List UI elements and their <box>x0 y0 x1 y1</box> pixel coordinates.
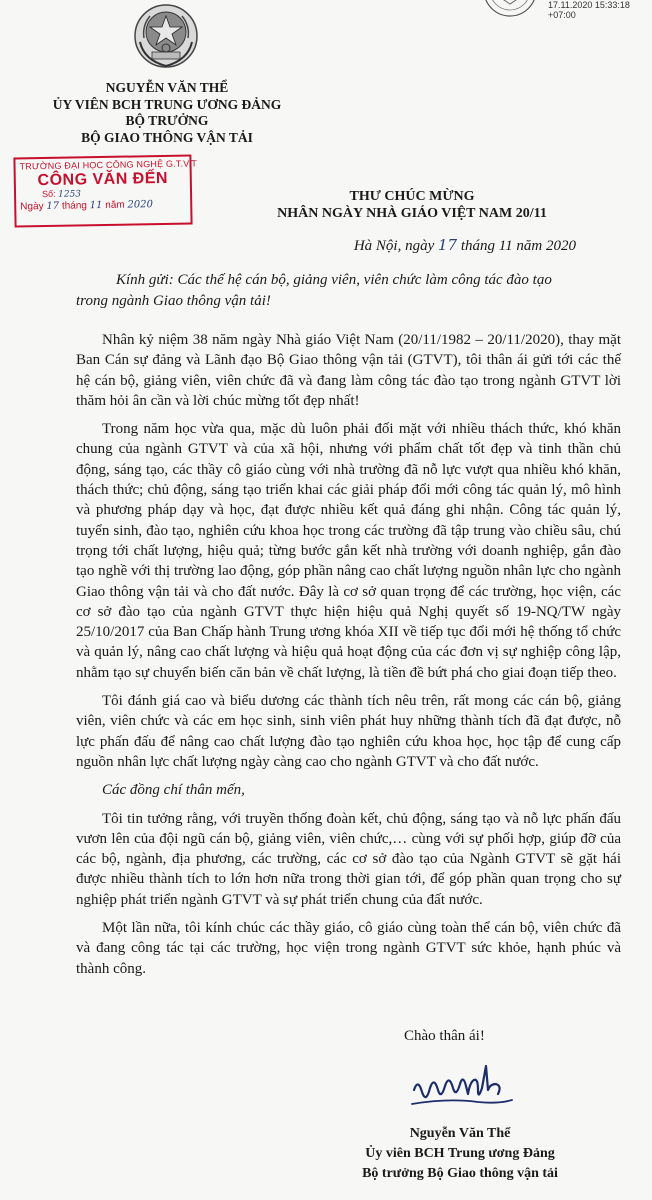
digital-signature-meta <box>548 0 630 20</box>
issuer-line-3: BỘ GIAO THÔNG VẬN TẢI <box>81 129 253 145</box>
paragraph-2: Trong năm học vừa qua, mặc dù luôn phải đối mặt với nhiều thách thức, khó khăn chung của ngành GTVT và của xã hội, nhưng với phẩm chất tốt đẹp và tinh thần chủ động, sáng tạo, các thầy cô giáo cùng với nhà trường đã nỗ lực vượt qua nhiều khó khăn, thách thức; chủ động, sáng tạo triển khai các giải pháp đổi mới công tác quản lý, mô hình và phương pháp dạy và học, đạt được nhiều kết quả đáng ghi nhận. Công tác quản lý, tuyển sinh, đào tạo, nghiên cứu khoa học trong các trường đã tập trung vào chiều sâu, chú trọng tới chất lượng, hiệu quả; từng bước gắn kết nhà trường với doanh nghiệp, gắn đào tạo nghề với thị trường lao động, góp phần nâng cao chất lượng nguồn nhân lực cho ngành Giao thông vận tải và cho đất nước. Đây là cơ sở quan trọng để các trường, học viện, các cơ sở đào tạo của ngành GTVT thực hiện hiệu quả Nghị quyết số 19-NQ/TW ngày 25/10/2017 của Ban Chấp hành Trung ương khóa XII về tiếp tục đổi mới hệ thống tổ chức và quản lý, nâng cao chất lượng và hiệu quả hoạt động của các đơn vị sự nghiệp công lập, nhằm tạo sự chuyển biến căn bản về chất lượng, là tiền đề bứt phá cho giai đoạn tiếp theo. <box>76 421 621 681</box>
digital-signature-seal-icon <box>480 0 540 22</box>
place-date-suffix: tháng 11 năm 2020 <box>460 238 576 254</box>
paragraph-5: Tôi tin tưởng rằng, với truyền thống đoàn kết, chủ động, sáng tạo và nỗ lực phấn đấu vươn lên của đội ngũ cán bộ, giảng viên, viên chức,… cùng với sự phối hợp, giúp đỡ của các bộ, ngành, địa phương, các trường, các cơ sở đào tạo của Ngành GTVT sẽ gặt hái được nhiều thành tích to lớn hơn nữa trong thời gian tới, để góp phần quan trọng cho sự nghiệp phát triển ngành GTVT và sự phát triển chung của đất nước. <box>76 810 621 908</box>
incoming-document-stamp <box>13 154 198 227</box>
paragraph-3: Tôi đánh giá cao và biểu dương các thành tích nêu trên, rất mong các cán bộ, giảng viên, viên chức và các em học sinh, sinh viên phát huy những thành tích đã đạt được, nỗ lực phấn đấu để nâng cao chất lượng đào tạo nghiên cứu khoa học, học tập để cung cấp nguồn nhân lực chất lượng ngày càng cao cho ngành GTVT và cho đất nước. <box>76 693 621 770</box>
document-title-line-1: THƯ CHÚC MỪNG <box>349 189 475 204</box>
signer-block <box>320 1124 600 1184</box>
signer-title-1: Ủy viên BCH Trung ương Đảng <box>365 1146 555 1161</box>
handwritten-signature <box>408 1060 518 1116</box>
national-emblem-icon <box>130 2 202 72</box>
place-date <box>354 236 576 255</box>
salutation-comrades: Các đồng chí thân mến, <box>102 782 245 799</box>
stamp-organization: TRƯỜNG ĐẠI HỌC CÔNG NGHỆ G.T.V.T <box>19 158 198 172</box>
stamp-title: CÔNG VĂN ĐẾN <box>37 169 169 190</box>
stamp-date-year: 2020 <box>127 199 154 211</box>
closing: Chào thân ái! <box>404 1028 485 1044</box>
stamp-date <box>16 198 190 212</box>
issuer-line-1: ỦY VIÊN BCH TRUNG ƯƠNG ĐẢNG <box>52 96 282 112</box>
stamp-year-label: năm <box>105 199 125 211</box>
stamp-date-prefix: Ngày <box>20 201 44 213</box>
stamp-date-month: 11 <box>89 200 103 212</box>
greeting <box>76 270 621 312</box>
paragraph-6: Một lần nữa, tôi kính chúc các thầy giáo, cô giáo cùng toàn thể cán bộ, viên chức đã và đang công tác tại các trường, học viện trong ngành GTVT sức khỏe, hạnh phúc và thành công. <box>76 920 621 977</box>
document-title <box>262 188 562 222</box>
issuer-name: NGUYỄN VĂN THỂ <box>105 80 229 95</box>
stamp-number-value: 1253 <box>58 189 82 200</box>
signer-title-2: Bộ trưởng Bộ Giao thông vận tải <box>362 1166 558 1181</box>
digital-signature-timezone: +07:00 <box>548 10 576 20</box>
stamp-date-day: 17 <box>46 200 60 212</box>
letter-body <box>76 330 621 987</box>
stamp-number-label: Số: <box>41 188 56 200</box>
stamp-month-label: tháng <box>61 200 88 212</box>
paragraph-1: Nhân kỷ niệm 38 năm ngày Nhà giáo Việt Nam (20/11/1982 – 20/11/2020), thay mặt Ban Cán sự đảng và Lãnh đạo Bộ Giao thông vận tải (GTVT), tôi thân ái gửi tới các thế hệ cán bộ, giảng viên, viên chức đã và đang làm công tác đào tạo trong ngành GTVT lời thăm hỏi ân cần và lời chúc mừng tốt đẹp nhất! <box>76 332 621 409</box>
greeting-line-2: trong ngành Giao thông vận tải! <box>76 293 271 309</box>
issuer-line-2: BỘ TRƯỞNG <box>125 113 209 128</box>
signer-name: Nguyễn Văn Thể <box>409 1126 511 1141</box>
document-title-line-2: NHÂN NGÀY NHÀ GIÁO VIỆT NAM 20/11 <box>277 206 547 221</box>
greeting-line-1: Kính gửi: Các thế hệ cán bộ, giảng viên, viên chức làm công tác đào tạo <box>116 272 552 288</box>
digital-signature-date: 17.11.2020 15:33:18 <box>548 0 630 10</box>
place-date-prefix: Hà Nội, ngày <box>353 238 435 254</box>
issuer-block <box>36 80 298 146</box>
place-date-day: 17 <box>438 236 458 254</box>
